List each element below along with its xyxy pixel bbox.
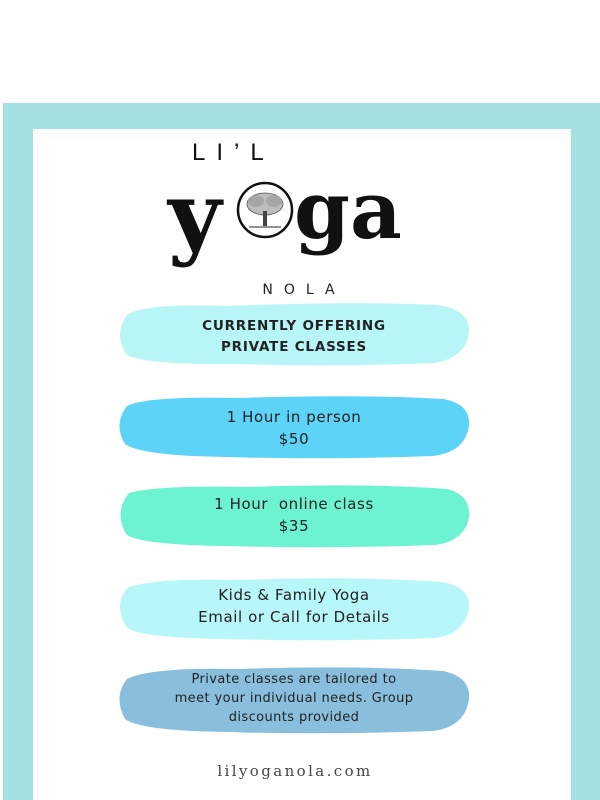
offer-line: Email or Call for Details: [198, 608, 390, 626]
offer-private-note: [117, 665, 471, 735]
offer-line: 1 Hour in person: [226, 408, 362, 426]
offer-kids-family: [117, 576, 471, 642]
offer-line: discounts provided: [228, 710, 360, 725]
tree-emblem-icon: [238, 183, 292, 237]
brand-logo: [165, 135, 425, 305]
brand-main-prefix: y: [168, 161, 222, 269]
brand-top-word: LI’L: [192, 139, 275, 166]
offer-line: Kids & Family Yoga: [218, 586, 370, 604]
offer-in-person: [117, 394, 471, 460]
offer-price: $35: [278, 517, 310, 535]
offer-line: meet your individual needs. Group: [174, 691, 414, 706]
offer-line: PRIVATE CLASSES: [220, 339, 368, 355]
offer-line: CURRENTLY OFFERING: [202, 318, 386, 334]
website-link[interactable]: lilyoganola.com: [217, 762, 373, 780]
offer-banner-private-classes: [117, 301, 471, 367]
brand-main-suffix: ga: [294, 163, 402, 257]
offer-price: $50: [278, 430, 310, 448]
offer-line: 1 Hour online class: [214, 495, 374, 513]
offer-line: Private classes are tailored to: [191, 672, 397, 687]
brand-location: NOLA: [262, 282, 346, 298]
offer-online-class: [117, 483, 471, 549]
